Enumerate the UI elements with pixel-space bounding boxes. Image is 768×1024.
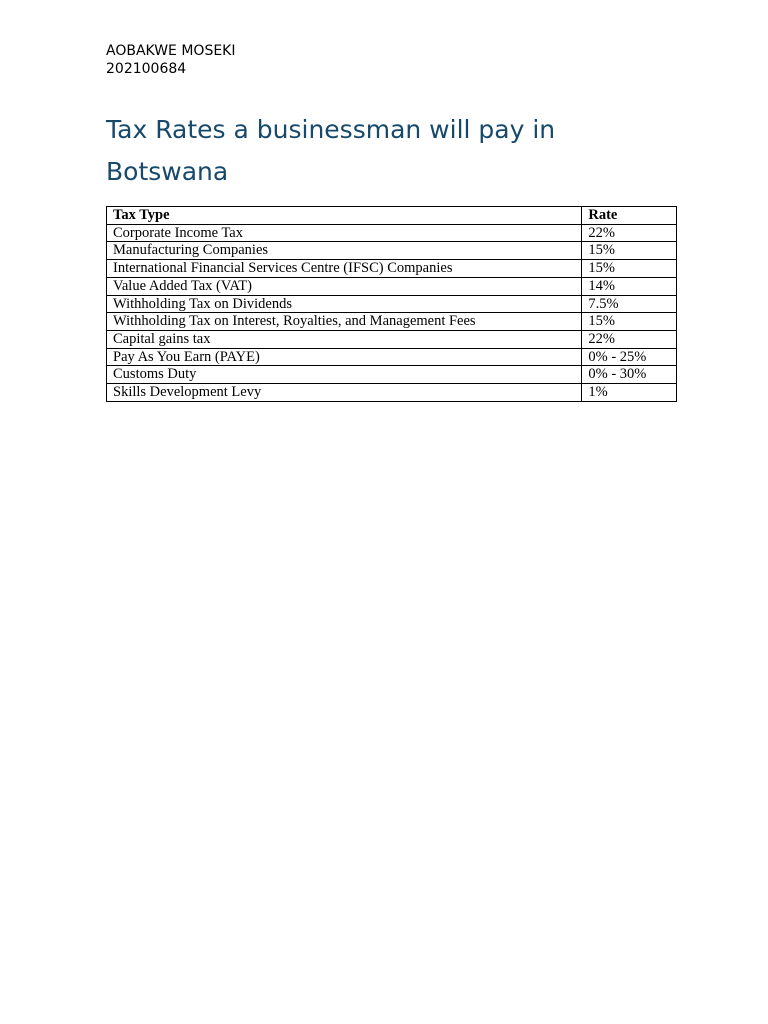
author-name: AOBAKWE MOSEKI (106, 43, 236, 59)
table-row (107, 295, 677, 313)
table-row (107, 224, 677, 242)
cell-tax-type: Withholding Tax on Interest, Royalties, and Management Fees (107, 313, 582, 331)
cell-rate: 15% (582, 260, 677, 278)
cell-rate: 22% (582, 330, 677, 348)
cell-rate: 15% (582, 242, 677, 260)
cell-tax-type: International Financial Services Centre (IFSC) Companies (107, 260, 582, 278)
cell-rate: 7.5% (582, 295, 677, 313)
student-id: 202100684 (106, 61, 187, 77)
cell-tax-type: Withholding Tax on Dividends (107, 295, 582, 313)
cell-tax-type: Capital gains tax (107, 330, 582, 348)
table-row (107, 384, 677, 402)
cell-rate: 0% - 30% (582, 366, 677, 384)
header-rate: Rate (582, 207, 677, 225)
table-row (107, 348, 677, 366)
cell-rate: 22% (582, 224, 677, 242)
header-tax-type: Tax Type (107, 207, 582, 225)
tax-rates-table (106, 206, 677, 402)
table-row (107, 366, 677, 384)
table-row (107, 260, 677, 278)
cell-rate: 1% (582, 384, 677, 402)
cell-tax-type: Customs Duty (107, 366, 582, 384)
cell-tax-type: Skills Development Levy (107, 384, 582, 402)
cell-rate: 15% (582, 313, 677, 331)
table-header-row (107, 207, 677, 225)
cell-rate: 0% - 25% (582, 348, 677, 366)
author-block (106, 42, 236, 78)
cell-tax-type: Manufacturing Companies (107, 242, 582, 260)
cell-rate: 14% (582, 277, 677, 295)
document-title: Tax Rates a businessman will pay in Botswana (106, 115, 556, 186)
cell-tax-type: Value Added Tax (VAT) (107, 277, 582, 295)
table-row (107, 277, 677, 295)
table-row (107, 242, 677, 260)
cell-tax-type: Corporate Income Tax (107, 224, 582, 242)
table-row (107, 330, 677, 348)
cell-tax-type: Pay As You Earn (PAYE) (107, 348, 582, 366)
table-row (107, 313, 677, 331)
